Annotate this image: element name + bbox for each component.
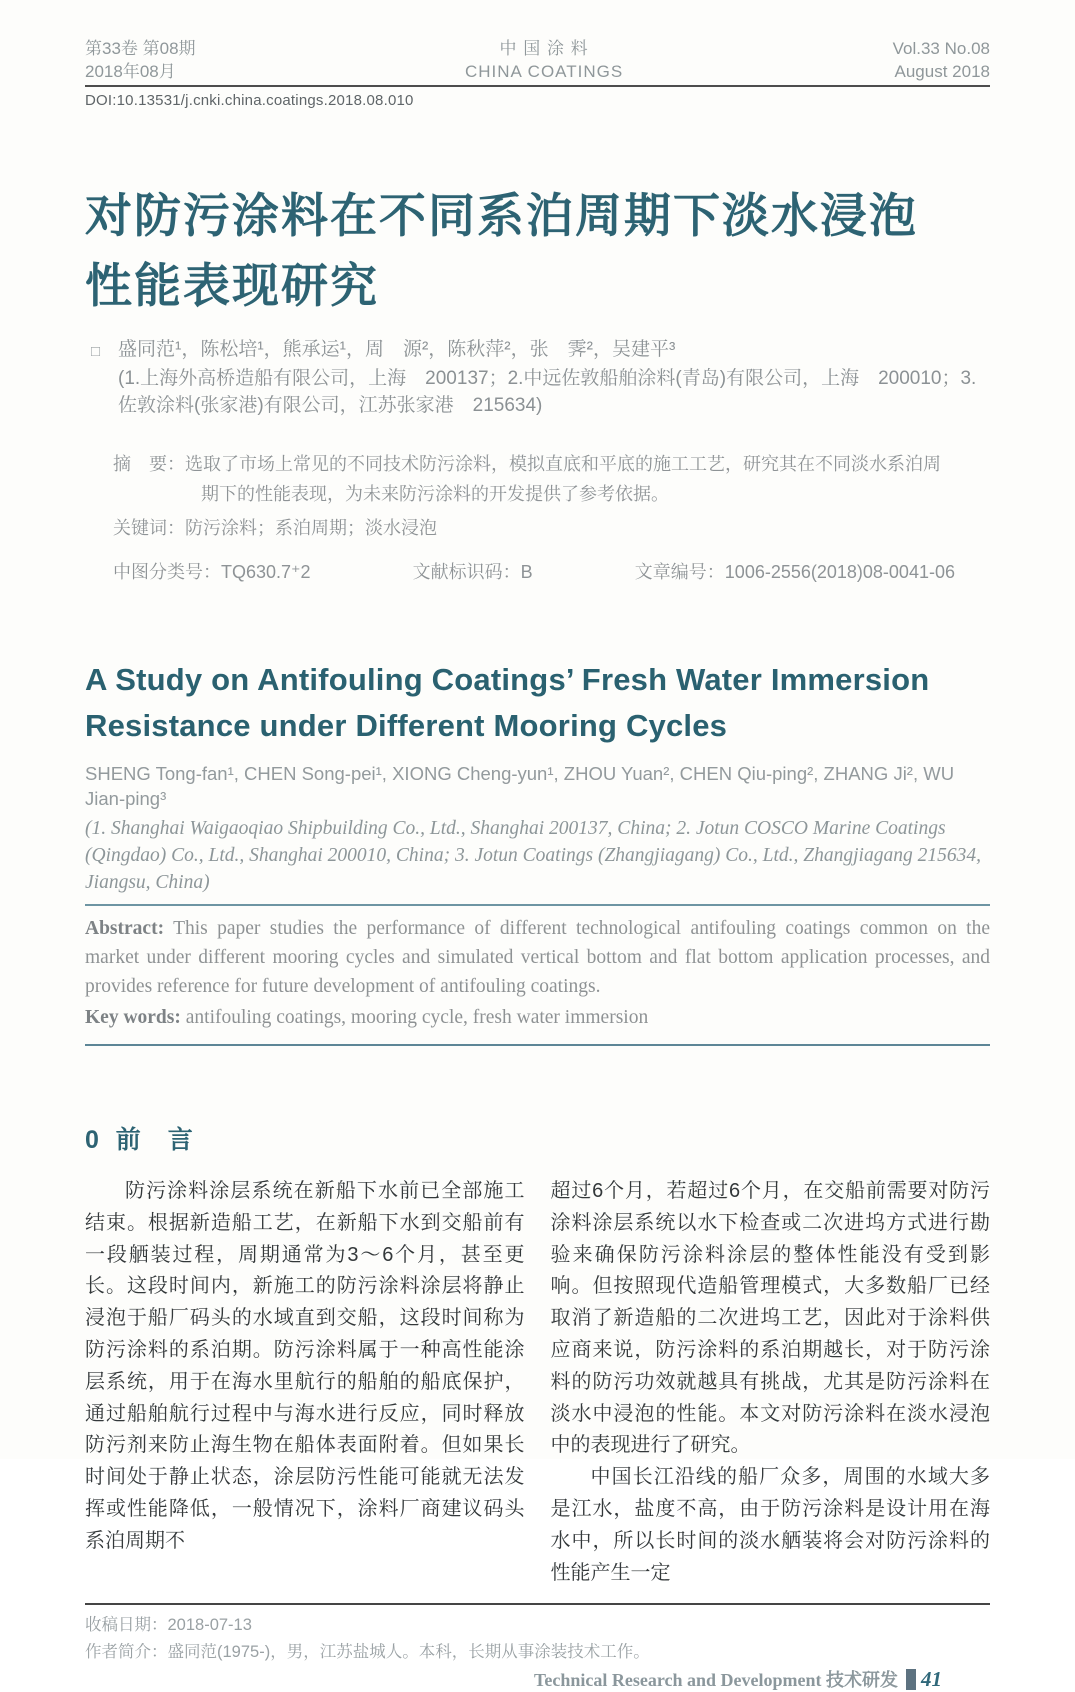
abstract-cn bbox=[113, 449, 955, 509]
article-title-cn-line2: 性能表现研究 bbox=[85, 259, 379, 312]
authors-en: SHENG Tong-fan¹, CHEN Song-pei¹, XIONG Cheng-yun¹, ZHOU Yuan², CHEN Qiu-ping², ZHANG Ji², WU Jian-ping³ bbox=[85, 763, 955, 809]
page-number-bar-icon bbox=[906, 1669, 916, 1690]
keywords-label-en: Key words: bbox=[85, 1007, 181, 1028]
author-bio-label: 作者简介： bbox=[85, 1643, 168, 1662]
paragraph: 超过6个月，若超过6个月，在交船前需要对防污涂料涂层系统以水下检查或二次进坞方式进行勘验来确保防污涂料涂层的整体性能没有受到影响。但按照现代造船管理模式，大多数船厂已经取消了新造船的二次进坞工艺，因此对于涂料供应商来说，防污涂料的系泊期越长，对于防污涂料的防污功效就越具有挑战，尤其是防污涂料在淡水中浸泡的性能。本文对防污涂料在淡水浸泡中的表现进行了研究。 bbox=[550, 1180, 990, 1457]
header-center bbox=[465, 38, 623, 82]
document-code-label: 文献标识码： bbox=[412, 562, 521, 582]
footnotes bbox=[85, 1603, 990, 1666]
article-id-label: 文章编号： bbox=[634, 562, 725, 582]
document-code-value: B bbox=[520, 562, 533, 582]
clc-label: 中图分类号： bbox=[113, 562, 221, 582]
issue-date-en: August 2018 bbox=[894, 62, 990, 81]
article-id bbox=[635, 557, 955, 587]
article-title-en-line2: Resistance under Different Mooring Cycles bbox=[85, 708, 728, 743]
issue-date-cn: 2018年08月 bbox=[85, 62, 176, 81]
article-title-en-line1: A Study on Antifouling Coatings’ Fresh Water Immersion bbox=[85, 662, 930, 697]
keywords-cn bbox=[113, 513, 955, 543]
abstract-label-en: Abstract: bbox=[85, 918, 165, 939]
clc-value: TQ630.7⁺2 bbox=[221, 562, 311, 582]
body-columns bbox=[85, 1176, 990, 1589]
keywords-label-cn: 关键词： bbox=[113, 518, 185, 538]
body-column-left bbox=[85, 1176, 525, 1589]
journal-header bbox=[85, 38, 990, 87]
page-footer bbox=[85, 1666, 990, 1692]
author-marker-icon: □ bbox=[91, 343, 101, 360]
affiliations-en: (1. Shanghai Waigaoqiao Shipbuilding Co., Ltd., Shanghai 200137, China; 2. Jotun COSCO Marine Coatings (Qingdao) Co., Ltd., Shanghai 200010, China; 3. Jotun Coatings (Zhangjiagang) Co., Ltd., Zhangjiagang 215634, Jiangsu, China) bbox=[85, 815, 990, 906]
received-date-value: 2018-07-13 bbox=[167, 1616, 252, 1635]
received-date bbox=[85, 1612, 990, 1639]
volume-issue-cn: 第33卷 第08期 bbox=[85, 39, 196, 58]
abstract-block-en bbox=[85, 914, 990, 1046]
abstract-text-en: This paper studies the performance of different technological antifouling coatings common on the market under different mooring cycles and simulated vertical bottom and flat bottom application processes, and provides reference for future development of antifouling coatings. bbox=[85, 918, 990, 997]
body-column-right bbox=[551, 1176, 991, 1589]
article-title-en bbox=[85, 657, 990, 749]
classification-row bbox=[113, 557, 955, 587]
article-title-cn bbox=[85, 181, 990, 321]
author-bio bbox=[85, 1639, 990, 1666]
clc-number bbox=[113, 557, 311, 587]
keywords-text-en: antifouling coatings, mooring cycle, fresh water immersion bbox=[180, 1007, 649, 1028]
keywords-text-cn: 防污涂料；系泊周期；淡水浸泡 bbox=[185, 518, 437, 538]
page-number: 41 bbox=[921, 1667, 942, 1692]
affiliations-cn: (1.上海外高桥造船有限公司，上海 200137；2.中远佐敦船舶涂料(青岛)有限公司，上海 200010；3.佐敦涂料(张家港)有限公司，江苏张家港 215634) bbox=[118, 368, 977, 416]
journal-name-cn: 中 国 涂 料 bbox=[499, 39, 589, 58]
received-date-label: 收稿日期： bbox=[85, 1616, 168, 1635]
doi: DOI:10.13531/j.cnki.china.coatings.2018.08.010 bbox=[85, 92, 414, 109]
author-bio-value: 盛同范(1975-)，男，江苏盐城人。本科，长期从事涂装技术工作。 bbox=[167, 1643, 650, 1662]
section-0-heading: 0 前 言 bbox=[85, 1126, 194, 1154]
volume-issue-en: Vol.33 No.08 bbox=[892, 39, 990, 58]
journal-name-en: CHINA COATINGS bbox=[464, 62, 624, 81]
abstract-text-cn: 选取了市场上常见的不同技术防污涂料，模拟直底和平底的施工工艺，研究其在不同淡水系泊周期下的性能表现，为未来防污涂料的开发提供了参考依据。 bbox=[185, 454, 941, 504]
footer-section-cn: 技术研发 bbox=[826, 1670, 898, 1691]
header-left bbox=[85, 38, 196, 82]
abstract-block-cn bbox=[85, 449, 990, 587]
keywords-en bbox=[85, 1003, 990, 1032]
document-code bbox=[413, 557, 533, 587]
abstract-label-cn: 摘 要： bbox=[113, 454, 185, 474]
authors-cn-names: 盛同范¹，陈松培¹，熊承运¹，周 源²，陈秋萍²，张 霁²，吴建平³ bbox=[118, 339, 676, 360]
paragraph: 中国长江沿线的船厂众多，周围的水域大多是江水，盐度不高，由于防污涂料是设计用在海水中，所以长时间的淡水舾装将会对防污涂料的性能产生一定 bbox=[550, 1466, 990, 1584]
article-title-cn-line1: 对防污涂料在不同系泊周期下淡水浸泡 bbox=[85, 189, 918, 242]
authors-cn bbox=[85, 337, 990, 363]
article-id-value: 1006-2556(2018)08-0041-06 bbox=[724, 562, 955, 582]
paragraph: 防污涂料涂层系统在新船下水前已全部施工结束。根据新造船工艺，在新船下水到交船前有一段舾装过程，周期通常为3～6个月，甚至更长。这段时间内，新施工的防污涂料涂层将静止浸泡于船厂码头的水域直到交船，这段时间称为防污涂料的系泊期。防污涂料属于一种高性能涂层系统，用于在海水里航行的船舶的船底保护，通过船舶航行过程中与海水进行反应，同时释放防污剂来防止海生物在船体表面附着。但如果长时间处于静止状态，涂层防污性能可能就无法发挥或性能降低，一般情况下，涂料厂商建议码头系泊周期不 bbox=[85, 1180, 525, 1552]
footer-section-en: Technical Research and Development bbox=[534, 1670, 822, 1691]
abstract-en bbox=[85, 914, 990, 1001]
header-right bbox=[893, 38, 990, 82]
